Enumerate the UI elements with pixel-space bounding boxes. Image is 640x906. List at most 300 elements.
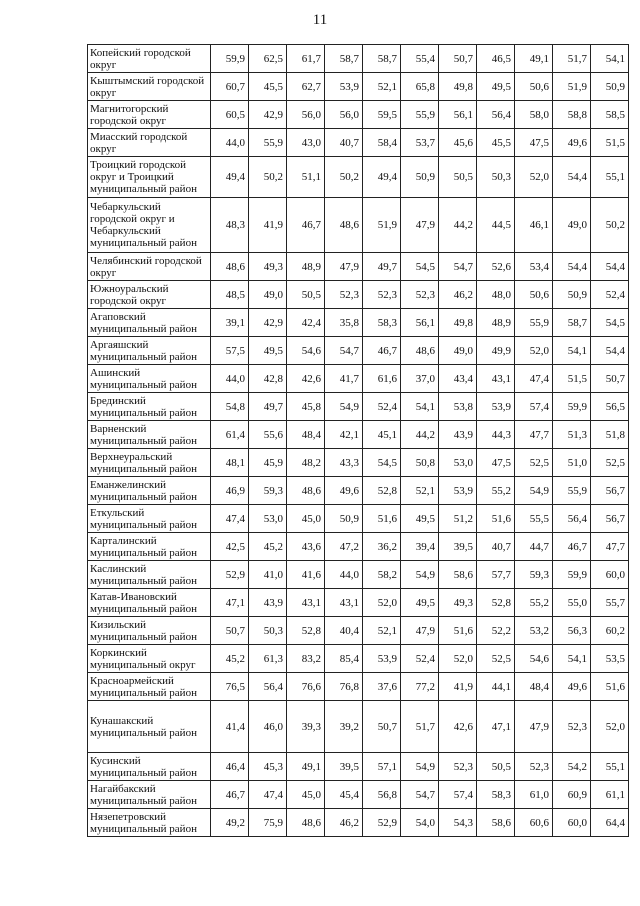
value-cell: 57,5 bbox=[211, 337, 249, 365]
territory-name-cell: Верхнеуральский муниципальный район bbox=[88, 449, 211, 477]
value-cell: 57,4 bbox=[515, 393, 553, 421]
territory-name-cell: Магнитогорский городской округ bbox=[88, 101, 211, 129]
value-cell: 55,9 bbox=[553, 477, 591, 505]
value-cell: 43,1 bbox=[477, 365, 515, 393]
value-cell: 37,6 bbox=[363, 673, 401, 701]
value-cell: 53,2 bbox=[515, 617, 553, 645]
value-cell: 59,3 bbox=[515, 561, 553, 589]
value-cell: 43,1 bbox=[287, 589, 325, 617]
value-cell: 51,1 bbox=[287, 157, 325, 198]
territory-name-cell: Катав-Ивановский муниципальный район bbox=[88, 589, 211, 617]
value-cell: 45,4 bbox=[325, 781, 363, 809]
value-cell: 53,4 bbox=[515, 253, 553, 281]
value-cell: 52,6 bbox=[477, 253, 515, 281]
territory-name-cell: Брединский муниципальный район bbox=[88, 393, 211, 421]
value-cell: 52,0 bbox=[363, 589, 401, 617]
value-cell: 49,5 bbox=[401, 505, 439, 533]
territory-name-cell: Кунашакский муниципальный район bbox=[88, 701, 211, 753]
value-cell: 55,4 bbox=[401, 45, 439, 73]
value-cell: 39,4 bbox=[401, 533, 439, 561]
value-cell: 57,4 bbox=[439, 781, 477, 809]
value-cell: 47,7 bbox=[515, 421, 553, 449]
value-cell: 50,6 bbox=[515, 73, 553, 101]
value-cell: 50,9 bbox=[401, 157, 439, 198]
value-cell: 59,9 bbox=[553, 561, 591, 589]
page-number: 11 bbox=[312, 12, 328, 28]
value-cell: 56,0 bbox=[325, 101, 363, 129]
value-cell: 48,6 bbox=[325, 198, 363, 253]
value-cell: 50,9 bbox=[591, 73, 629, 101]
value-cell: 54,5 bbox=[363, 449, 401, 477]
value-cell: 58,6 bbox=[477, 809, 515, 837]
value-cell: 50,7 bbox=[211, 617, 249, 645]
territory-name-cell: Варненский муниципальный район bbox=[88, 421, 211, 449]
territory-name-cell: Красноармейский муниципальный район bbox=[88, 673, 211, 701]
table-row bbox=[88, 253, 629, 281]
value-cell: 50,3 bbox=[477, 157, 515, 198]
value-cell: 57,7 bbox=[477, 561, 515, 589]
value-cell: 50,9 bbox=[325, 505, 363, 533]
value-cell: 45,5 bbox=[249, 73, 287, 101]
value-cell: 52,4 bbox=[591, 281, 629, 309]
value-cell: 52,4 bbox=[363, 393, 401, 421]
value-cell: 52,8 bbox=[477, 589, 515, 617]
value-cell: 64,4 bbox=[591, 809, 629, 837]
value-cell: 51,9 bbox=[553, 73, 591, 101]
value-cell: 53,8 bbox=[439, 393, 477, 421]
value-cell: 49,7 bbox=[363, 253, 401, 281]
value-cell: 46,7 bbox=[211, 781, 249, 809]
table-row bbox=[88, 753, 629, 781]
territory-name-cell: Нагайбакский муниципальный район bbox=[88, 781, 211, 809]
data-table bbox=[87, 44, 629, 837]
value-cell: 39,3 bbox=[287, 701, 325, 753]
value-cell: 52,9 bbox=[211, 561, 249, 589]
value-cell: 54,5 bbox=[401, 253, 439, 281]
value-cell: 42,9 bbox=[249, 309, 287, 337]
value-cell: 56,1 bbox=[439, 101, 477, 129]
value-cell: 52,9 bbox=[363, 809, 401, 837]
value-cell: 49,0 bbox=[553, 198, 591, 253]
value-cell: 58,7 bbox=[363, 45, 401, 73]
value-cell: 40,7 bbox=[477, 533, 515, 561]
value-cell: 58,3 bbox=[363, 309, 401, 337]
table-row bbox=[88, 198, 629, 253]
value-cell: 45,0 bbox=[287, 505, 325, 533]
value-cell: 62,7 bbox=[287, 73, 325, 101]
value-cell: 54,9 bbox=[325, 393, 363, 421]
value-cell: 58,7 bbox=[325, 45, 363, 73]
value-cell: 43,6 bbox=[287, 533, 325, 561]
value-cell: 53,5 bbox=[591, 645, 629, 673]
value-cell: 56,5 bbox=[591, 393, 629, 421]
value-cell: 55,9 bbox=[401, 101, 439, 129]
value-cell: 57,1 bbox=[363, 753, 401, 781]
value-cell: 56,0 bbox=[287, 101, 325, 129]
value-cell: 54,9 bbox=[515, 477, 553, 505]
territory-name-cell: Троицкий городской округ и Троицкий муниципальный район bbox=[88, 157, 211, 198]
value-cell: 45,8 bbox=[287, 393, 325, 421]
territory-name-cell: Агаповский муниципальный район bbox=[88, 309, 211, 337]
value-cell: 54,1 bbox=[401, 393, 439, 421]
value-cell: 41,7 bbox=[325, 365, 363, 393]
value-cell: 48,9 bbox=[477, 309, 515, 337]
value-cell: 54,1 bbox=[591, 45, 629, 73]
value-cell: 65,8 bbox=[401, 73, 439, 101]
value-cell: 48,6 bbox=[211, 253, 249, 281]
value-cell: 45,1 bbox=[363, 421, 401, 449]
value-cell: 61,1 bbox=[591, 781, 629, 809]
value-cell: 54,0 bbox=[401, 809, 439, 837]
table-row bbox=[88, 309, 629, 337]
value-cell: 59,9 bbox=[211, 45, 249, 73]
value-cell: 76,6 bbox=[287, 673, 325, 701]
value-cell: 43,3 bbox=[325, 449, 363, 477]
value-cell: 52,3 bbox=[363, 281, 401, 309]
value-cell: 43,9 bbox=[249, 589, 287, 617]
value-cell: 60,0 bbox=[553, 809, 591, 837]
value-cell: 46,7 bbox=[363, 337, 401, 365]
value-cell: 46,1 bbox=[515, 198, 553, 253]
value-cell: 58,5 bbox=[591, 101, 629, 129]
value-cell: 56,4 bbox=[553, 505, 591, 533]
value-cell: 52,3 bbox=[325, 281, 363, 309]
value-cell: 42,1 bbox=[325, 421, 363, 449]
value-cell: 53,9 bbox=[325, 73, 363, 101]
value-cell: 50,9 bbox=[553, 281, 591, 309]
table-row bbox=[88, 129, 629, 157]
territory-name-cell: Еманжелинский муниципальный район bbox=[88, 477, 211, 505]
value-cell: 48,3 bbox=[211, 198, 249, 253]
value-cell: 45,9 bbox=[249, 449, 287, 477]
value-cell: 43,1 bbox=[325, 589, 363, 617]
value-cell: 50,2 bbox=[591, 198, 629, 253]
value-cell: 51,6 bbox=[363, 505, 401, 533]
table-row bbox=[88, 281, 629, 309]
value-cell: 46,4 bbox=[211, 753, 249, 781]
value-cell: 46,9 bbox=[211, 477, 249, 505]
value-cell: 54,9 bbox=[401, 753, 439, 781]
value-cell: 51,3 bbox=[553, 421, 591, 449]
territory-name-cell: Челябинский городской округ bbox=[88, 253, 211, 281]
value-cell: 50,8 bbox=[401, 449, 439, 477]
value-cell: 51,2 bbox=[439, 505, 477, 533]
value-cell: 55,2 bbox=[515, 589, 553, 617]
value-cell: 59,9 bbox=[553, 393, 591, 421]
value-cell: 50,7 bbox=[591, 365, 629, 393]
value-cell: 54,8 bbox=[211, 393, 249, 421]
value-cell: 54,9 bbox=[401, 561, 439, 589]
value-cell: 61,0 bbox=[515, 781, 553, 809]
value-cell: 40,7 bbox=[325, 129, 363, 157]
territory-name-cell: Чебаркульский городской округ и Чебаркульский муниципальный район bbox=[88, 198, 211, 253]
value-cell: 53,9 bbox=[477, 393, 515, 421]
value-cell: 55,5 bbox=[515, 505, 553, 533]
value-cell: 61,7 bbox=[287, 45, 325, 73]
value-cell: 41,6 bbox=[287, 561, 325, 589]
value-cell: 44,0 bbox=[211, 129, 249, 157]
value-cell: 58,3 bbox=[477, 781, 515, 809]
value-cell: 51,8 bbox=[591, 421, 629, 449]
value-cell: 51,6 bbox=[477, 505, 515, 533]
value-cell: 60,6 bbox=[515, 809, 553, 837]
value-cell: 40,4 bbox=[325, 617, 363, 645]
territory-name-cell: Карталинский муниципальный район bbox=[88, 533, 211, 561]
value-cell: 49,9 bbox=[477, 337, 515, 365]
value-cell: 61,3 bbox=[249, 645, 287, 673]
value-cell: 49,5 bbox=[249, 337, 287, 365]
value-cell: 55,1 bbox=[591, 157, 629, 198]
value-cell: 60,9 bbox=[553, 781, 591, 809]
value-cell: 55,9 bbox=[249, 129, 287, 157]
value-cell: 55,6 bbox=[249, 421, 287, 449]
value-cell: 56,1 bbox=[401, 309, 439, 337]
value-cell: 59,5 bbox=[363, 101, 401, 129]
value-cell: 52,3 bbox=[515, 753, 553, 781]
value-cell: 56,8 bbox=[363, 781, 401, 809]
value-cell: 51,7 bbox=[401, 701, 439, 753]
value-cell: 41,9 bbox=[249, 198, 287, 253]
value-cell: 46,2 bbox=[325, 809, 363, 837]
value-cell: 58,6 bbox=[439, 561, 477, 589]
table-row bbox=[88, 809, 629, 837]
value-cell: 58,2 bbox=[363, 561, 401, 589]
value-cell: 53,0 bbox=[249, 505, 287, 533]
value-cell: 48,1 bbox=[211, 449, 249, 477]
value-cell: 52,5 bbox=[515, 449, 553, 477]
value-cell: 50,2 bbox=[249, 157, 287, 198]
value-cell: 52,2 bbox=[477, 617, 515, 645]
value-cell: 49,8 bbox=[439, 309, 477, 337]
table-row bbox=[88, 393, 629, 421]
value-cell: 51,5 bbox=[553, 365, 591, 393]
value-cell: 48,4 bbox=[287, 421, 325, 449]
value-cell: 56,4 bbox=[249, 673, 287, 701]
value-cell: 52,3 bbox=[439, 753, 477, 781]
value-cell: 55,9 bbox=[515, 309, 553, 337]
territory-name-cell: Аргаяшский муниципальный район bbox=[88, 337, 211, 365]
value-cell: 61,6 bbox=[363, 365, 401, 393]
value-cell: 54,1 bbox=[553, 337, 591, 365]
value-cell: 37,0 bbox=[401, 365, 439, 393]
value-cell: 52,0 bbox=[439, 645, 477, 673]
value-cell: 47,9 bbox=[515, 701, 553, 753]
value-cell: 53,9 bbox=[363, 645, 401, 673]
value-cell: 58,0 bbox=[515, 101, 553, 129]
value-cell: 54,2 bbox=[553, 753, 591, 781]
table-row bbox=[88, 617, 629, 645]
value-cell: 76,5 bbox=[211, 673, 249, 701]
value-cell: 59,3 bbox=[249, 477, 287, 505]
territory-name-cell: Южноуральский городской округ bbox=[88, 281, 211, 309]
table-row bbox=[88, 477, 629, 505]
value-cell: 47,5 bbox=[477, 449, 515, 477]
value-cell: 54,7 bbox=[401, 781, 439, 809]
value-cell: 75,9 bbox=[249, 809, 287, 837]
value-cell: 51,6 bbox=[439, 617, 477, 645]
value-cell: 49,0 bbox=[249, 281, 287, 309]
value-cell: 48,2 bbox=[287, 449, 325, 477]
value-cell: 49,2 bbox=[211, 809, 249, 837]
territory-name-cell: Нязепетровский муниципальный район bbox=[88, 809, 211, 837]
table-row bbox=[88, 505, 629, 533]
table-row bbox=[88, 421, 629, 449]
value-cell: 45,0 bbox=[287, 781, 325, 809]
table-row bbox=[88, 45, 629, 73]
value-cell: 62,5 bbox=[249, 45, 287, 73]
value-cell: 49,4 bbox=[363, 157, 401, 198]
value-cell: 53,7 bbox=[401, 129, 439, 157]
value-cell: 44,0 bbox=[325, 561, 363, 589]
value-cell: 48,9 bbox=[287, 253, 325, 281]
value-cell: 46,2 bbox=[439, 281, 477, 309]
value-cell: 49,5 bbox=[401, 589, 439, 617]
value-cell: 46,7 bbox=[287, 198, 325, 253]
table-row bbox=[88, 73, 629, 101]
value-cell: 50,3 bbox=[249, 617, 287, 645]
value-cell: 48,6 bbox=[287, 809, 325, 837]
value-cell: 56,7 bbox=[591, 477, 629, 505]
value-cell: 41,0 bbox=[249, 561, 287, 589]
value-cell: 52,0 bbox=[591, 701, 629, 753]
value-cell: 54,7 bbox=[325, 337, 363, 365]
value-cell: 52,8 bbox=[363, 477, 401, 505]
table-row bbox=[88, 701, 629, 753]
value-cell: 50,6 bbox=[515, 281, 553, 309]
value-cell: 43,4 bbox=[439, 365, 477, 393]
value-cell: 55,1 bbox=[591, 753, 629, 781]
territory-name-cell: Каслинский муниципальный район bbox=[88, 561, 211, 589]
value-cell: 42,5 bbox=[211, 533, 249, 561]
territory-name-cell: Ашинский муниципальный район bbox=[88, 365, 211, 393]
table-row bbox=[88, 365, 629, 393]
value-cell: 60,0 bbox=[591, 561, 629, 589]
value-cell: 44,3 bbox=[477, 421, 515, 449]
value-cell: 49,4 bbox=[211, 157, 249, 198]
value-cell: 54,3 bbox=[439, 809, 477, 837]
table-row bbox=[88, 449, 629, 477]
value-cell: 85,4 bbox=[325, 645, 363, 673]
value-cell: 48,0 bbox=[477, 281, 515, 309]
value-cell: 46,5 bbox=[477, 45, 515, 73]
value-cell: 54,6 bbox=[287, 337, 325, 365]
value-cell: 45,3 bbox=[249, 753, 287, 781]
value-cell: 44,7 bbox=[515, 533, 553, 561]
value-cell: 52,1 bbox=[363, 73, 401, 101]
table-row bbox=[88, 157, 629, 198]
table-row bbox=[88, 781, 629, 809]
value-cell: 54,1 bbox=[553, 645, 591, 673]
value-cell: 50,7 bbox=[439, 45, 477, 73]
value-cell: 46,7 bbox=[553, 533, 591, 561]
value-cell: 39,1 bbox=[211, 309, 249, 337]
value-cell: 44,1 bbox=[477, 673, 515, 701]
value-cell: 49,8 bbox=[439, 73, 477, 101]
territory-name-cell: Кизильский муниципальный район bbox=[88, 617, 211, 645]
value-cell: 36,2 bbox=[363, 533, 401, 561]
value-cell: 58,8 bbox=[553, 101, 591, 129]
value-cell: 52,3 bbox=[401, 281, 439, 309]
value-cell: 77,2 bbox=[401, 673, 439, 701]
value-cell: 48,4 bbox=[515, 673, 553, 701]
value-cell: 39,5 bbox=[439, 533, 477, 561]
value-cell: 52,1 bbox=[401, 477, 439, 505]
value-cell: 54,7 bbox=[439, 253, 477, 281]
value-cell: 49,6 bbox=[553, 673, 591, 701]
value-cell: 43,9 bbox=[439, 421, 477, 449]
territory-name-cell: Миасский городской округ bbox=[88, 129, 211, 157]
value-cell: 54,4 bbox=[591, 253, 629, 281]
value-cell: 55,7 bbox=[591, 589, 629, 617]
territory-name-cell: Коркинский муниципальный округ bbox=[88, 645, 211, 673]
value-cell: 53,0 bbox=[439, 449, 477, 477]
territory-name-cell: Еткульский муниципальный район bbox=[88, 505, 211, 533]
value-cell: 56,7 bbox=[591, 505, 629, 533]
value-cell: 47,4 bbox=[249, 781, 287, 809]
table-body bbox=[88, 45, 629, 837]
table-row bbox=[88, 101, 629, 129]
value-cell: 50,7 bbox=[363, 701, 401, 753]
value-cell: 48,5 bbox=[211, 281, 249, 309]
value-cell: 49,3 bbox=[439, 589, 477, 617]
value-cell: 42,8 bbox=[249, 365, 287, 393]
table-row bbox=[88, 673, 629, 701]
value-cell: 60,5 bbox=[211, 101, 249, 129]
value-cell: 55,2 bbox=[477, 477, 515, 505]
value-cell: 83,2 bbox=[287, 645, 325, 673]
value-cell: 54,4 bbox=[553, 157, 591, 198]
value-cell: 44,5 bbox=[477, 198, 515, 253]
value-cell: 60,2 bbox=[591, 617, 629, 645]
value-cell: 44,2 bbox=[439, 198, 477, 253]
value-cell: 55,0 bbox=[553, 589, 591, 617]
value-cell: 48,6 bbox=[401, 337, 439, 365]
value-cell: 51,5 bbox=[591, 129, 629, 157]
value-cell: 47,9 bbox=[401, 198, 439, 253]
value-cell: 52,4 bbox=[401, 645, 439, 673]
value-cell: 50,2 bbox=[325, 157, 363, 198]
value-cell: 49,7 bbox=[249, 393, 287, 421]
value-cell: 49,5 bbox=[477, 73, 515, 101]
table-row bbox=[88, 645, 629, 673]
value-cell: 50,5 bbox=[439, 157, 477, 198]
value-cell: 52,3 bbox=[553, 701, 591, 753]
value-cell: 56,4 bbox=[477, 101, 515, 129]
table-row bbox=[88, 533, 629, 561]
value-cell: 42,6 bbox=[439, 701, 477, 753]
value-cell: 51,6 bbox=[591, 673, 629, 701]
value-cell: 47,4 bbox=[211, 505, 249, 533]
value-cell: 45,2 bbox=[211, 645, 249, 673]
value-cell: 52,8 bbox=[287, 617, 325, 645]
value-cell: 47,9 bbox=[401, 617, 439, 645]
value-cell: 58,4 bbox=[363, 129, 401, 157]
value-cell: 42,4 bbox=[287, 309, 325, 337]
value-cell: 49,1 bbox=[515, 45, 553, 73]
value-cell: 52,5 bbox=[591, 449, 629, 477]
territory-name-cell: Кыштымский городской округ bbox=[88, 73, 211, 101]
value-cell: 44,2 bbox=[401, 421, 439, 449]
value-cell: 50,5 bbox=[477, 753, 515, 781]
value-cell: 35,8 bbox=[325, 309, 363, 337]
value-cell: 76,8 bbox=[325, 673, 363, 701]
value-cell: 51,7 bbox=[553, 45, 591, 73]
value-cell: 47,9 bbox=[325, 253, 363, 281]
value-cell: 51,0 bbox=[553, 449, 591, 477]
value-cell: 54,4 bbox=[591, 337, 629, 365]
value-cell: 39,2 bbox=[325, 701, 363, 753]
value-cell: 44,0 bbox=[211, 365, 249, 393]
